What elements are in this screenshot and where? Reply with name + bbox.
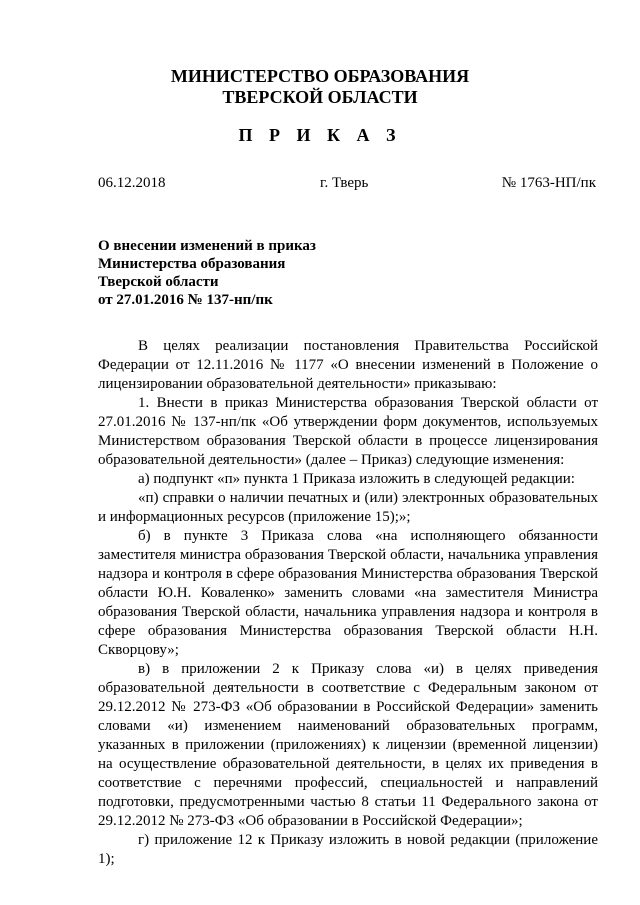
- document-body: [98, 337, 598, 869]
- item-1-paragraph: 1. Внести в приказ Министерства образования Тверской области от 27.01.2016 № 137-нп/пк «Об утверждении форм документов, используемых Министерством образования Тверской области в процессе лицензирования образовательной деятельности» (далее – Приказ) следующие изменения:: [98, 395, 598, 468]
- item-v-paragraph: в) в приложении 2 к Приказу слова «и) в целях приведения образовательной деятельности в соответствие с Федеральным законом от 29.12.2012 № 273-ФЗ «Об образовании в Российской Федерации» заменить словами «и) изменением наименований образовательных программ, указанных в приложении (приложениях) к лицензии (временной лицензии) на осуществление образовательной деятельности, в целях их приведения в соответствие с перечнями профессий, специальностей и направлений подготовки, предусмотренными частью 8 статьи 11 Федерального закона от 29.12.2012 № 273-ФЗ «Об образовании в Российской Федерации»;: [98, 661, 598, 829]
- ministry-name-line2: ТВЕРСКОЙ ОБЛАСТИ: [222, 87, 418, 107]
- subject-line: О внесении изменений в приказ: [98, 238, 316, 254]
- item-a-text-paragraph: «п) справки о наличии печатных и (или) электронных образовательных и информационных ресурсов (приложение 15);»;: [98, 490, 598, 525]
- item-g-paragraph: г) приложение 12 к Приказу изложить в новой редакции (приложение 1);: [98, 832, 598, 867]
- document-subject: [98, 237, 428, 309]
- document-date: 06.12.2018: [98, 175, 166, 191]
- subject-line: Министерства образования: [98, 256, 286, 272]
- item-b-paragraph: б) в пункте 3 Приказа слова «на исполняющего обязанности заместителя министра образования Тверской области, начальника управления надзора и контроля в сфере образования Министерства образования Тверской области Ю.Н. Коваленко» заменить словами «на заместителя Министра образования Тверской области, начальника управления надзора и контроля в сфере образования Министерства образования Тверской области Н.Н. Скворцову»;: [98, 528, 598, 658]
- document-number: № 1763-НП/пк: [501, 175, 596, 191]
- preamble-paragraph: В целях реализации постановления Правительства Российской Федерации от 12.11.2016 № 1177 «О внесении изменений в Положение о лицензировании образовательной деятельности» приказываю:: [98, 338, 598, 392]
- subject-line: от 27.01.2016 № 137-нп/пк: [98, 292, 273, 308]
- item-a-paragraph: а) подпункт «п» пункта 1 Приказа изложить в следующей редакции:: [138, 471, 575, 487]
- subject-line: Тверской области: [98, 274, 219, 290]
- document-type-title: П Р И К А З: [238, 125, 402, 145]
- ministry-name-line1: МИНИСТЕРСТВО ОБРАЗОВАНИЯ: [170, 66, 470, 86]
- document-city: г. Тверь: [320, 175, 369, 191]
